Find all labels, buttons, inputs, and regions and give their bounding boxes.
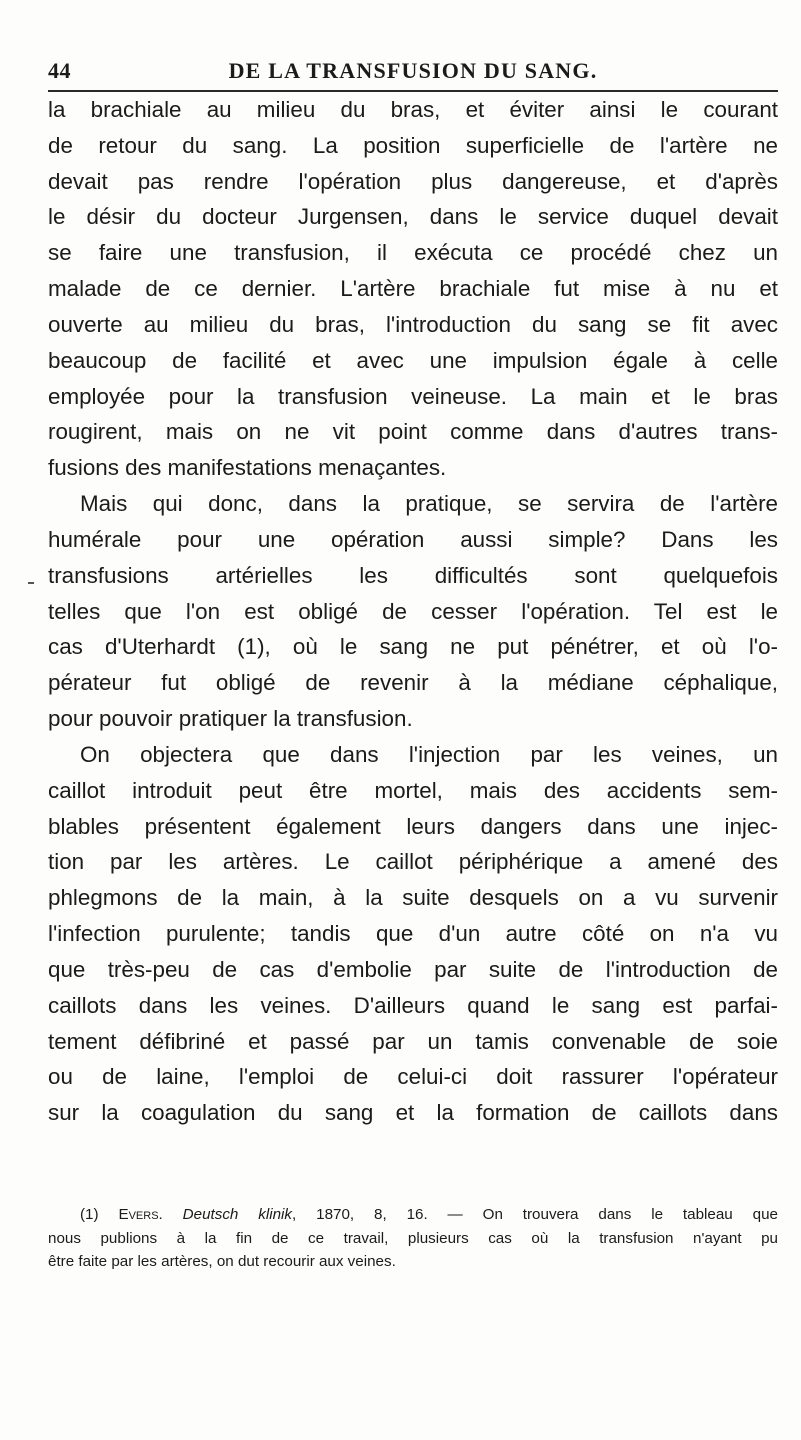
text-line: beaucoup de facilité et avec une impulsion égale à celle [48,347,778,373]
text-line: phlegmons de la main, à la suite desquels on a vu survenir [48,885,778,911]
text-line: sur la coagulation du sang et la formation de caillots dans [48,1100,778,1126]
text-line: fusions des manifestations menaçantes. [48,455,447,481]
text-line: caillot introduit peut être mortel, mais des accidents sem- [48,777,778,803]
text-line: telles que l'on est obligé de cesser l'opération. Tel est le [48,598,778,624]
text-line: tion par les artères. Le caillot périphérique a amené des [48,849,778,875]
text-line: le désir du docteur Jurgensen, dans le service duquel devait [48,204,778,230]
running-head [48,58,778,88]
footnote-line: nous publions à la fin de ce travail, plusieurs cas où la transfusion n'ayant pu [48,1229,778,1247]
footnote-line: être faite par les artères, on dut recourir aux veines. [48,1253,396,1271]
text-line: la brachiale au milieu du bras, et éviter ainsi le courant [48,97,778,122]
text-line: ouverte au milieu du bras, l'introduction du sang se fit avec [48,311,778,337]
text-line: transfusions artérielles les difficultés sont quelquefois [48,562,778,588]
text-line: pour pouvoir pratiquer la transfusion. [48,706,413,732]
text-line: l'infection purulente; tandis que d'un autre côté on n'a vu [48,921,778,947]
text-line: de retour du sang. La position superficielle de l'artère ne [48,132,778,158]
footnote-author: Evers. [118,1206,163,1223]
text-line: caillots dans les veines. D'ailleurs quand le sang est parfai- [48,992,778,1018]
body-text [48,92,778,1131]
text-line: blables présentent également leurs dangers dans une injec- [48,813,778,839]
footnote-journal: Deutsch klinik [182,1206,293,1223]
text-line: que très-peu de cas d'embolie par suite de l'introduction de [48,956,778,982]
running-title: DE LA TRANSFUSION DU SANG. [228,58,598,83]
footnote-marker: (1) [80,1206,99,1223]
page-number: 44 [48,58,71,83]
text-line: pérateur fut obligé de revenir à la médiane céphalique, [48,670,778,696]
footnote-line [48,1203,778,1227]
text-line: se faire une transfusion, il exécuta ce procédé chez un [48,240,778,266]
text-line: humérale pour une opération aussi simple? Dans les [48,526,778,552]
text-line: On objectera que dans l'injection par les veines, un [80,741,778,767]
text-line: Mais qui donc, dans la pratique, se servira de l'artère [80,491,778,517]
text-line: employée pour la transfusion veineuse. La main et le bras [48,383,778,409]
footnote [48,1203,778,1274]
text-line: tement défibriné et passé par un tamis convenable de soie [48,1028,778,1054]
footnote-citation: , 1870, 8, 16. — On trouvera dans le tableau que [292,1206,778,1223]
text-line: devait pas rendre l'opération plus dangereuse, et d'après [48,168,778,194]
text-line: cas d'Uterhardt (1), où le sang ne put pénétrer, et où l'o- [48,634,778,660]
text-line: rougirent, mais on ne vit point comme dans d'autres trans- [48,419,778,445]
margin-mark [28,582,34,584]
text-line: ou de laine, l'emploi de celui-ci doit rassurer l'opérateur [48,1064,778,1090]
text-line: malade de ce dernier. L'artère brachiale fut mise à nu et [48,276,778,302]
